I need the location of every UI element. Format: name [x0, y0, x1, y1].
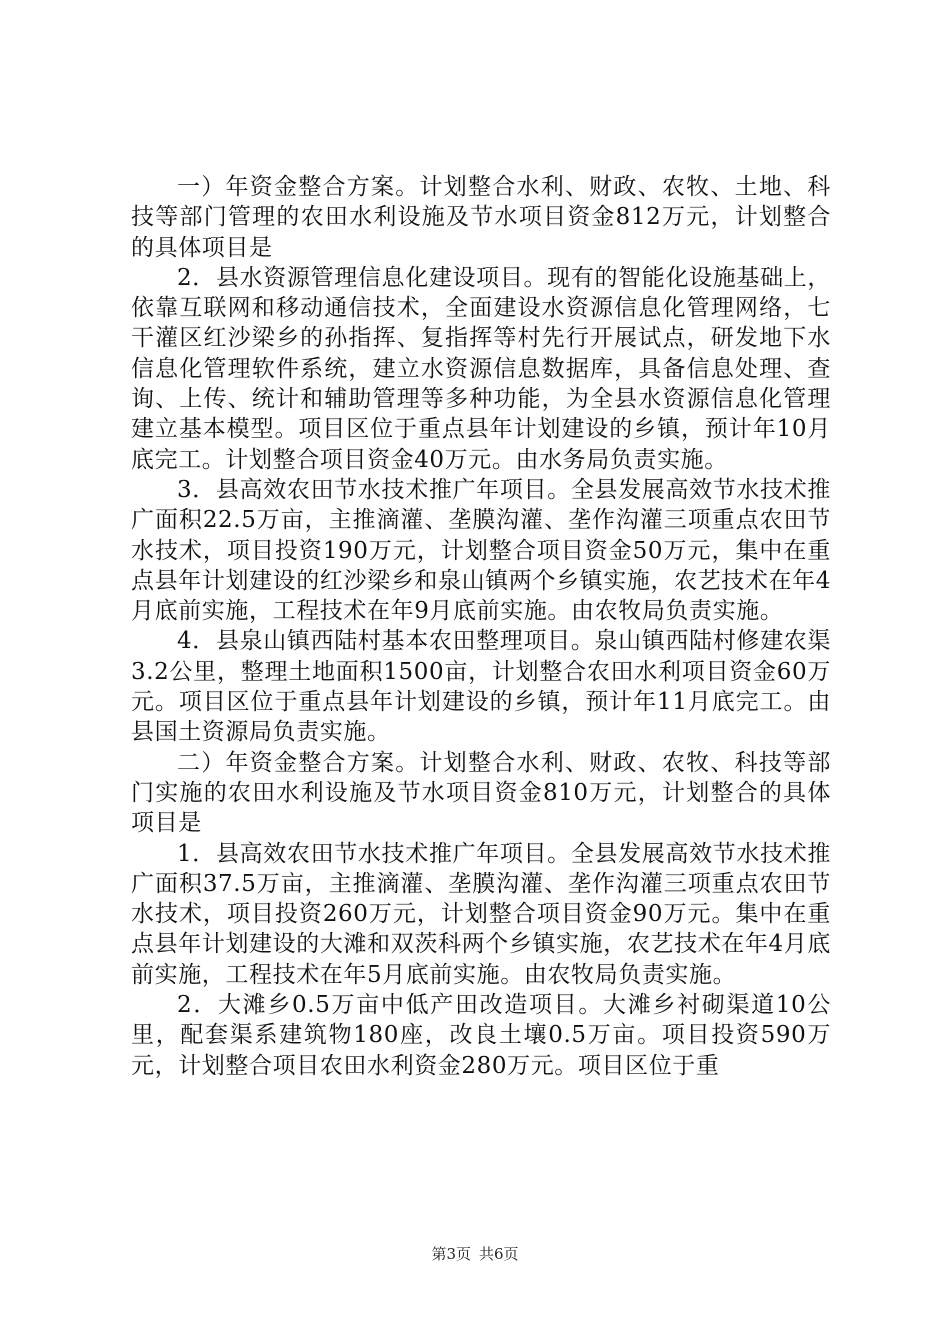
- page-number-total: 共6页: [479, 1245, 519, 1263]
- paragraph-item-field-improvement: 2．大滩乡0.5万亩中低产田改造项目。大滩乡衬砌渠道10公里，配套渠系建筑物180座，改良土壤0.5万亩。项目投资590万元，计划整合项目农田水利资金280万元。项目区位于重: [131, 992, 831, 1079]
- paragraph-item-water-saving-a: 3．县高效农田节水技术推广年项目。全县发展高效节水技术推广面积22.5万亩，主推滴灌、垄膜沟灌、垄作沟灌三项重点农田节水技术，项目投资190万元，计划整合项目资金50万元，集中在重点县年计划建设的红沙梁乡和泉山镇两个乡镇实施，农艺技术在年4月底前实施，工程技术在年9月底前实施。由农牧局负责实施。: [131, 476, 831, 625]
- page-number-current: 第3页: [431, 1245, 471, 1263]
- document-body: [131, 172, 831, 1081]
- paragraph-plan-one: 一）年资金整合方案。计划整合水利、财政、农牧、土地、科技等部门管理的农田水利设施及节水项目资金812万元，计划整合的具体项目是: [131, 174, 831, 261]
- page-footer: [0, 1243, 950, 1264]
- paragraph-item-water-info: 2．县水资源管理信息化建设项目。现有的智能化设施基础上，依靠互联网和移动通信技术，全面建设水资源信息化管理网络，七干灌区红沙梁乡的孙指挥、复指挥等村先行开展试点，研发地下水信息化管理软件系统，建立水资源信息数据库，具备信息处理、查询、上传、统计和辅助管理等多种功能，为全县水资源信息化管理建立基本模型。项目区位于重点县年计划建设的乡镇，预计年10月底完工。计划整合项目资金40万元。由水务局负责实施。: [131, 264, 831, 473]
- paragraph-item-land-consolidation: 4．县泉山镇西陆村基本农田整理项目。泉山镇西陆村修建农渠3.2公里，整理土地面积1500亩，计划整合农田水利项目资金60万元。项目区位于重点县年计划建设的乡镇，预计年11月底完工。由县国土资源局负责实施。: [131, 628, 831, 746]
- paragraph-item-water-saving-b: 1．县高效农田节水技术推广年项目。全县发展高效节水技术推广面积37.5万亩，主推滴灌、垄膜沟灌、垄作沟灌三项重点农田节水技术，项目投资260万元，计划整合项目资金90万元。集中在重点县年计划建设的大滩和双茨科两个乡镇实施，农艺技术在年4月底前实施，工程技术在年5月底前实施。由农牧局负责实施。: [131, 840, 831, 988]
- paragraph-plan-two: 二）年资金整合方案。计划整合水利、财政、农牧、科技等部门实施的农田水利设施及节水项目资金810万元，计划整合的具体项目是: [131, 749, 831, 837]
